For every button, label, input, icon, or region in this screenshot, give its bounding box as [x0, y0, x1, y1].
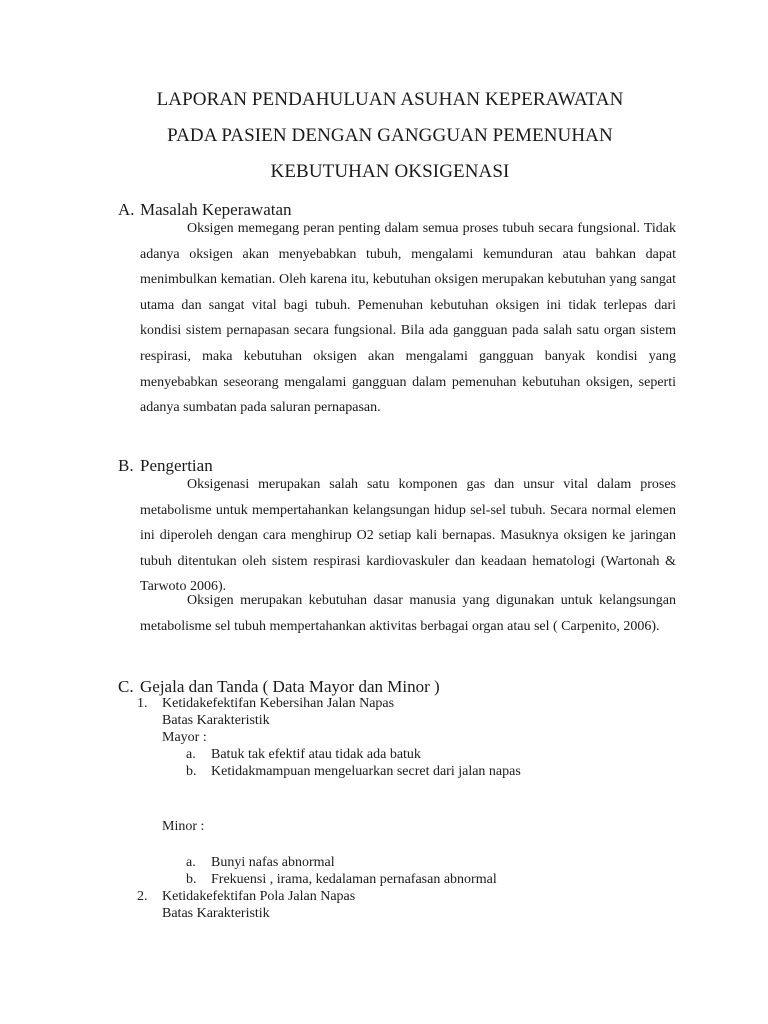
list-item-2-number: 2. — [137, 889, 148, 904]
mayor-item-b — [186, 763, 521, 780]
minor-item-b-text: Frekuensi , irama, kedalaman pernafasan abnormal — [211, 872, 497, 887]
section-a-title: Masalah Keperawatan — [140, 200, 292, 219]
mayor-item-b-text: Ketidakmampuan mengeluarkan secret dari jalan napas — [211, 764, 521, 779]
mayor-item-a-text: Batuk tak efektif atau tidak ada batuk — [211, 747, 421, 762]
mayor-label: Mayor : — [162, 730, 207, 745]
list-item-1-text: Ketidakefektifan Kebersihan Jalan Napas — [162, 696, 395, 711]
section-c-title: Gejala dan Tanda ( Data Mayor dan Minor ) — [140, 677, 440, 696]
minor-label: Minor : — [162, 819, 205, 834]
section-c-letter: C. — [118, 677, 134, 696]
section-b-paragraph-1: Oksigenasi merupakan salah satu komponen gas dan unsur vital dalam proses metabolisme untuk mempertahankan kelangsungan hidup sel-sel tubuh. Secara normal elemen ini diperoleh dengan cara menghirup O2 setiap kali bernapas. Masuknya oksigen ke jaringan tubuh ditentukan oleh sistem respirasi kardiovaskuler dan keadaan hematologi (Wartonah & Tarwoto 2006). — [140, 477, 676, 595]
section-a-letter: A. — [118, 200, 135, 219]
minor-item-a — [186, 854, 335, 871]
section-b-letter: B. — [118, 456, 134, 475]
list-item-1-number: 1. — [137, 696, 148, 711]
mayor-item-b-marker: b. — [186, 764, 197, 779]
title-line-3: KEBUTUHAN OKSIGENASI — [270, 161, 510, 182]
section-a-paragraph: Oksigen memegang peran penting dalam semua proses tubuh secara fungsional. Tidak adanya oksigen akan menyebabkan tubuh, mengalami kemunduran atau bahkan dapat menimbulkan kematian. Oleh karena itu, kebutuhan oksigen merupakan kebutuhan yang sangat utama dan sangat vital bagi tubuh. Pemenuhan kebutuhan oksigen ini tidak terlepas dari kondisi sistem pernapasan secara fungsional. Bila ada gangguan pada salah satu organ sistem respirasi, maka kebutuhan oksigen akan mengalami gangguan banyak kondisi yang menyebabkan seseorang mengalami gangguan dalam pemenuhan kebutuhan oksigen, seperti adanya sumbatan pada saluran pernapasan. — [140, 221, 676, 416]
mayor-item-a-marker: a. — [186, 747, 196, 762]
minor-item-a-marker: a. — [186, 855, 196, 870]
mayor-item-a — [186, 746, 421, 763]
minor-item-b-marker: b. — [186, 872, 197, 887]
list-item-2-subtitle: Batas Karakteristik — [162, 906, 270, 921]
section-b-title: Pengertian — [140, 456, 213, 475]
document-title — [100, 82, 680, 190]
list-item-1-title — [137, 695, 394, 712]
list-item-1-subtitle: Batas Karakteristik — [162, 713, 270, 728]
section-b-paragraph-2: Oksigen merupakan kebutuhan dasar manusia yang digunakan untuk kelangsungan metabolisme sel tubuh mempertahankan aktivitas berbagai organ atau sel ( Carpenito, 2006). — [140, 593, 676, 634]
list-item-2-text: Ketidakefektifan Pola Jalan Napas — [162, 889, 356, 904]
minor-item-a-text: Bunyi nafas abnormal — [211, 855, 335, 870]
title-line-1: LAPORAN PENDAHULUAN ASUHAN KEPERAWATAN — [156, 89, 624, 110]
list-item-2-title — [137, 888, 355, 905]
section-c-heading — [118, 677, 440, 697]
title-line-2: PADA PASIEN DENGAN GANGGUAN PEMENUHAN — [167, 125, 613, 146]
minor-item-b — [186, 871, 497, 888]
